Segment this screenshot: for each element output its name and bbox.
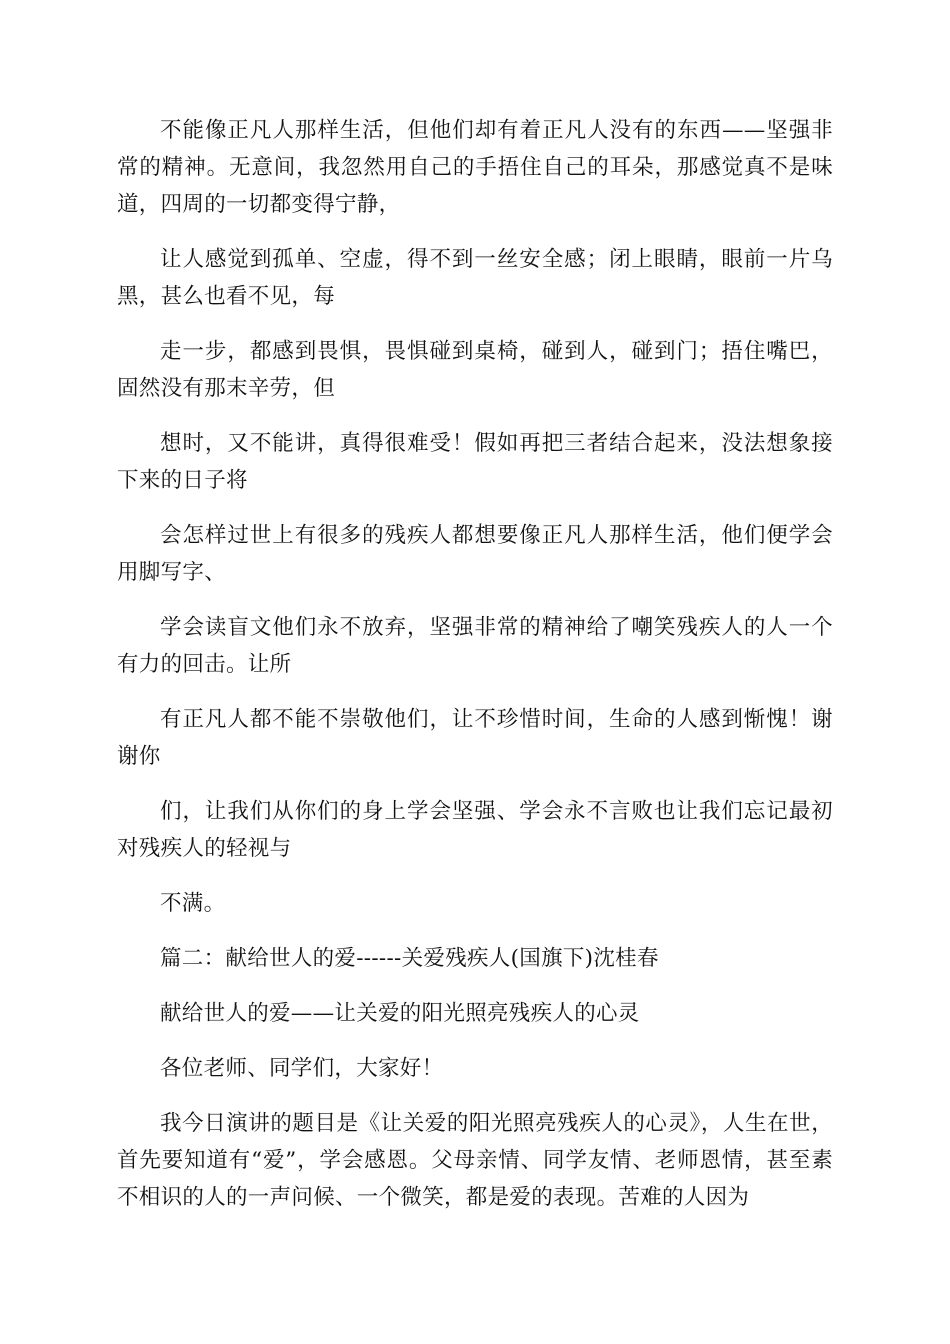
- paragraph-2: 让人感觉到孤单、空虚，得不到一丝安全感；闭上眼睛，眼前一片乌黑，甚么也看不见，每: [117, 247, 833, 309]
- paragraph-3: 走一步，都感到畏惧，畏惧碰到桌椅，碰到人，碰到门；捂住嘴巴，固然没有那末辛劳，但: [117, 339, 833, 401]
- paragraph-8: 们，让我们从你们的身上学会坚强、学会永不言败也让我们忘记最初对残疾人的轻视与: [117, 799, 833, 861]
- paragraph-body: 我今日演讲的题目是《让关爱的阳光照亮残疾人的心灵》，人生在世，首先要知道有“爱”，学会感恩。父母亲情、同学友情、老师恩情，甚至素不相识的人的一声问候、一个微笑，都是爱的表现。苦难的人因为: [117, 1111, 833, 1210]
- paragraph-9: 不满。: [160, 891, 226, 916]
- paragraph-7: 有正凡人都不能不崇敬他们，让不珍惜时间，生命的人感到惭愧！谢谢你: [117, 707, 833, 769]
- paragraph-6: 学会读盲文他们永不放弃，坚强非常的精神给了嘲笑残疾人的人一个有力的回击。让所: [117, 615, 833, 677]
- paragraph-4: 想时，又不能讲，真得很难受！假如再把三者结合起来，没法想象接下来的日子将: [117, 431, 833, 493]
- paragraph-1: 不能像正凡人那样生活，但他们却有着正凡人没有的东西——坚强非常的精神。无意间，我忽然用自己的手捂住自己的耳朵，那感觉真不是味道，四周的一切都变得宁静，: [117, 118, 833, 217]
- speech-title: 献给世人的爱——让关爱的阳光照亮残疾人的心灵: [160, 1001, 640, 1026]
- greeting: 各位老师、同学们，大家好！: [160, 1056, 444, 1081]
- paragraph-5: 会怎样过世上有很多的残疾人都想要像正凡人那样生活，他们便学会用脚写字、: [117, 523, 833, 585]
- section-heading: 篇二：献给世人的爱------关爱残疾人(国旗下)沈桂春: [160, 946, 659, 971]
